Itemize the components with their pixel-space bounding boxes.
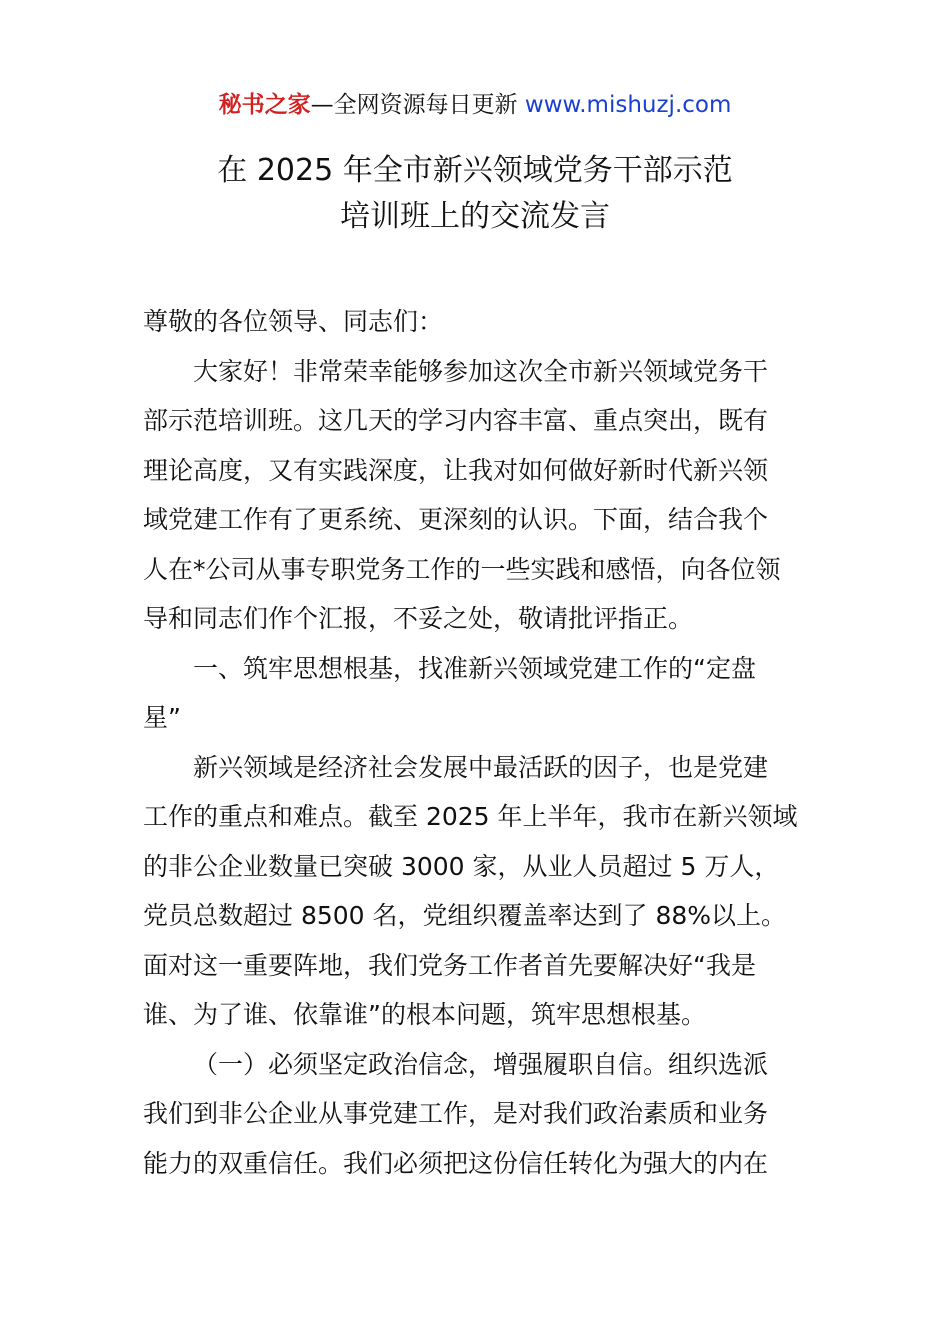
title-line-1: 在 2025 年全市新兴领域党务干部示范 bbox=[217, 153, 733, 188]
paragraph-line: 谁、为了谁、依靠谁”的根本问题，筑牢思想根基。 bbox=[143, 1000, 706, 1029]
paragraph-line: 部示范培训班。这几天的学习内容丰富、重点突出，既有 bbox=[143, 406, 769, 435]
brand-name: 秘书之家 bbox=[218, 92, 311, 118]
paragraph-line: 理论高度，又有实践深度，让我对如何做好新时代新兴领 bbox=[143, 455, 769, 485]
paragraph-line: 党员总数超过 8500 名，党组织覆盖率达到了 88%以上。 bbox=[143, 901, 787, 930]
paragraph-line: 工作的重点和难点。截至 2025 年上半年，我市在新兴领域 bbox=[143, 802, 798, 831]
paragraph-line: 大家好！非常荣幸能够参加这次全市新兴领域党务干 bbox=[193, 356, 769, 386]
paragraph-line: 导和同志们作个汇报，不妥之处，敬请批评指正。 bbox=[143, 604, 694, 633]
site-slogan: —全网资源每日更新 bbox=[310, 92, 525, 118]
section-heading-line: 一、筑牢思想根基，找准新兴领域党建工作的“定盘 bbox=[193, 653, 756, 683]
paragraph-line: 能力的双重信任。我们必须把这份信任转化为强大的内在 bbox=[143, 1148, 769, 1178]
paragraph-line: 我们到非公企业从事党建工作，是对我们政治素质和业务 bbox=[143, 1099, 769, 1128]
section-heading-line: 星” bbox=[143, 703, 181, 732]
salutation: 尊敬的各位领导、同志们： bbox=[143, 307, 444, 336]
subsection-line: （一）必须坚定政治信念，增强履职自信。组织选派 bbox=[193, 1049, 769, 1079]
paragraph-line: 人在*公司从事专职党务工作的一些实践和感悟，向各位领 bbox=[143, 554, 781, 584]
document-body bbox=[143, 297, 810, 1188]
site-header bbox=[0, 88, 950, 122]
document-title bbox=[0, 148, 950, 240]
site-url-link[interactable]: www.mishuzj.com bbox=[524, 92, 732, 118]
paragraph-line: 面对这一重要阵地，我们党务工作者首先要解决好“我是 bbox=[143, 950, 756, 980]
title-line-2: 培训班上的交流发言 bbox=[340, 199, 610, 234]
paragraph-line: 域党建工作有了更系统、更深刻的认识。下面，结合我个 bbox=[143, 505, 769, 534]
paragraph-line: 的非公企业数量已突破 3000 家，从业人员超过 5 万人， bbox=[143, 851, 780, 881]
paragraph-line: 新兴领域是经济社会发展中最活跃的因子，也是党建 bbox=[193, 752, 769, 782]
